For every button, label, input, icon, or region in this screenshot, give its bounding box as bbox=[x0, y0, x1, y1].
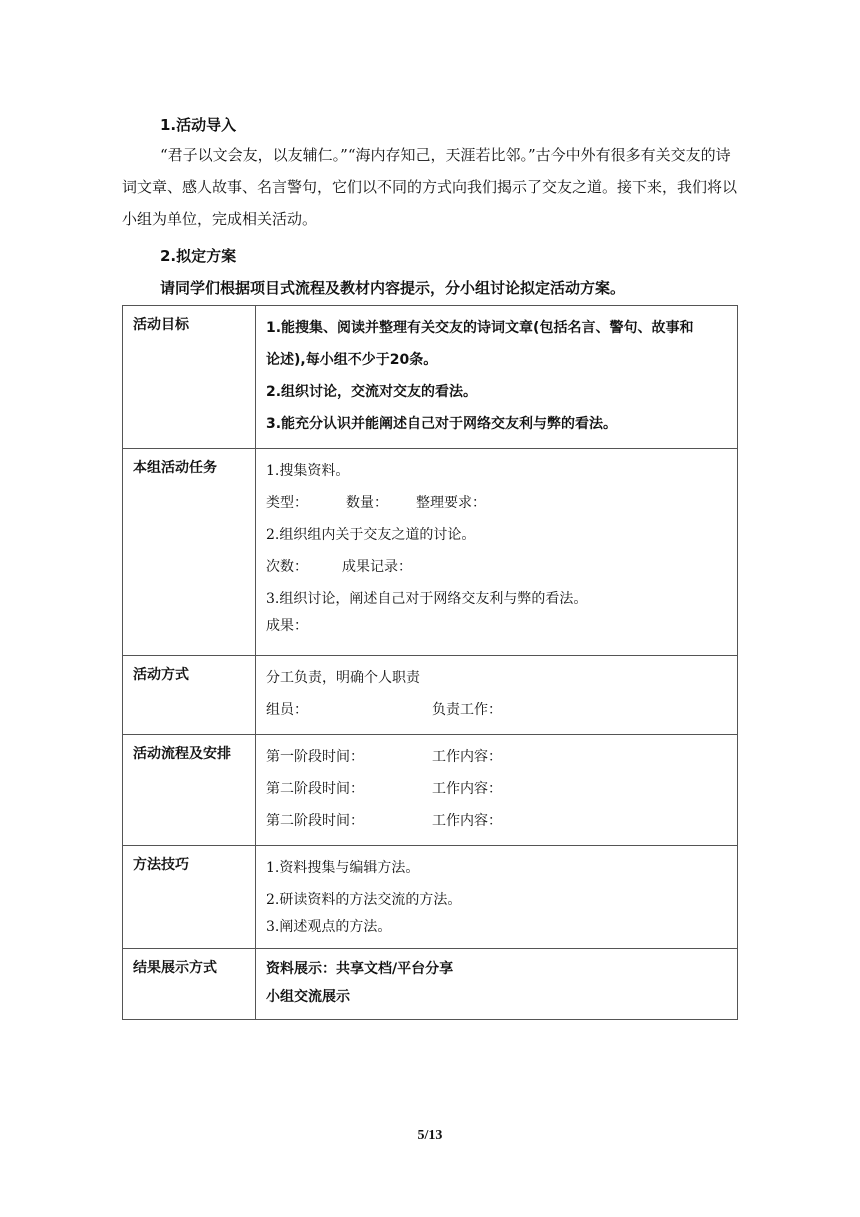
field-record: 成果记录： bbox=[342, 559, 412, 575]
stage-2 bbox=[266, 773, 727, 805]
field-duty: 负责工作： bbox=[432, 702, 502, 718]
field-times: 次数： bbox=[266, 559, 308, 575]
skill-3: 3.阐述观点的方法。 bbox=[266, 919, 392, 935]
row-label-display: 结果展示方式 bbox=[123, 949, 256, 1020]
stage-1-time: 第一阶段时间： bbox=[266, 749, 364, 765]
row-content-goal bbox=[256, 306, 738, 449]
activity-plan-table bbox=[122, 305, 738, 1020]
task-3: 3.组织讨论，阐述自己对于网络交友利与弊的看法。 bbox=[266, 591, 588, 607]
section-heading-plan: 2.拟定方案 bbox=[160, 247, 237, 265]
section-heading-intro: 1.活动导入 bbox=[160, 116, 237, 134]
row-content-method bbox=[256, 656, 738, 735]
table-row-tasks bbox=[123, 449, 738, 656]
display-line-2: 小组交流展示 bbox=[266, 989, 350, 1005]
intro-paragraph: “君子以文会友，以友辅仁。”“海内存知己，天涯若比邻。”古今中外有很多有关交友的诗词文章、感人故事、名言警句，它们以不同的方式向我们揭示了交友之道。接下来，我们将以小组为单位，完成相关活动。 bbox=[122, 146, 738, 228]
goal-line-1: 1.能搜集、阅读并整理有关交友的诗词文章(包括名言、警句、故事和 bbox=[266, 320, 694, 336]
task-1: 1.搜集资料。 bbox=[266, 463, 350, 479]
goal-line-3: 2.组织讨论，交流对交友的看法。 bbox=[266, 384, 478, 400]
task-2: 2.组织组内关于交友之道的讨论。 bbox=[266, 527, 476, 543]
field-type: 类型： bbox=[266, 495, 308, 511]
page-number: 5/13 bbox=[417, 1128, 443, 1143]
table-row-display bbox=[123, 949, 738, 1020]
table-row-method bbox=[123, 656, 738, 735]
stage-3-time: 第二阶段时间： bbox=[266, 813, 364, 829]
row-label-process: 活动流程及安排 bbox=[123, 735, 256, 846]
task-1-fields bbox=[266, 487, 727, 519]
field-result: 成果： bbox=[266, 618, 308, 634]
goal-line-4: 3.能充分认识并能阐述自己对于网络交友利与弊的看法。 bbox=[266, 416, 618, 432]
row-label-tasks: 本组活动任务 bbox=[123, 449, 256, 656]
skill-1: 1.资料搜集与编辑方法。 bbox=[266, 860, 420, 876]
field-quantity: 数量： bbox=[346, 495, 388, 511]
row-label-goal: 活动目标 bbox=[123, 306, 256, 449]
method-fields bbox=[266, 694, 727, 726]
method-line-1: 分工负责，明确个人职责 bbox=[266, 670, 420, 686]
plan-instruction: 请同学们根据项目式流程及教材内容提示，分小组讨论拟定活动方案。 bbox=[160, 279, 626, 297]
table-row-process bbox=[123, 735, 738, 846]
row-label-method: 活动方式 bbox=[123, 656, 256, 735]
skill-2: 2.研读资料的方法交流的方法。 bbox=[266, 892, 462, 908]
stage-1 bbox=[266, 741, 727, 773]
stage-3 bbox=[266, 805, 727, 837]
field-requirement: 整理要求： bbox=[416, 495, 486, 511]
table-row-skills bbox=[123, 846, 738, 949]
stage-2-time: 第二阶段时间： bbox=[266, 781, 364, 797]
table-row-goal bbox=[123, 306, 738, 449]
goal-line-2: 论述),每小组不少于20条。 bbox=[266, 352, 438, 368]
stage-2-work: 工作内容： bbox=[432, 781, 502, 797]
display-line-1: 资料展示：共享文档/平台分享 bbox=[266, 961, 454, 977]
task-2-fields bbox=[266, 551, 727, 583]
row-content-tasks bbox=[256, 449, 738, 656]
row-label-skills: 方法技巧 bbox=[123, 846, 256, 949]
row-content-skills bbox=[256, 846, 738, 949]
row-content-display bbox=[256, 949, 738, 1020]
row-content-process bbox=[256, 735, 738, 846]
stage-3-work: 工作内容： bbox=[432, 813, 502, 829]
stage-1-work: 工作内容： bbox=[432, 749, 502, 765]
field-member: 组员： bbox=[266, 702, 308, 718]
